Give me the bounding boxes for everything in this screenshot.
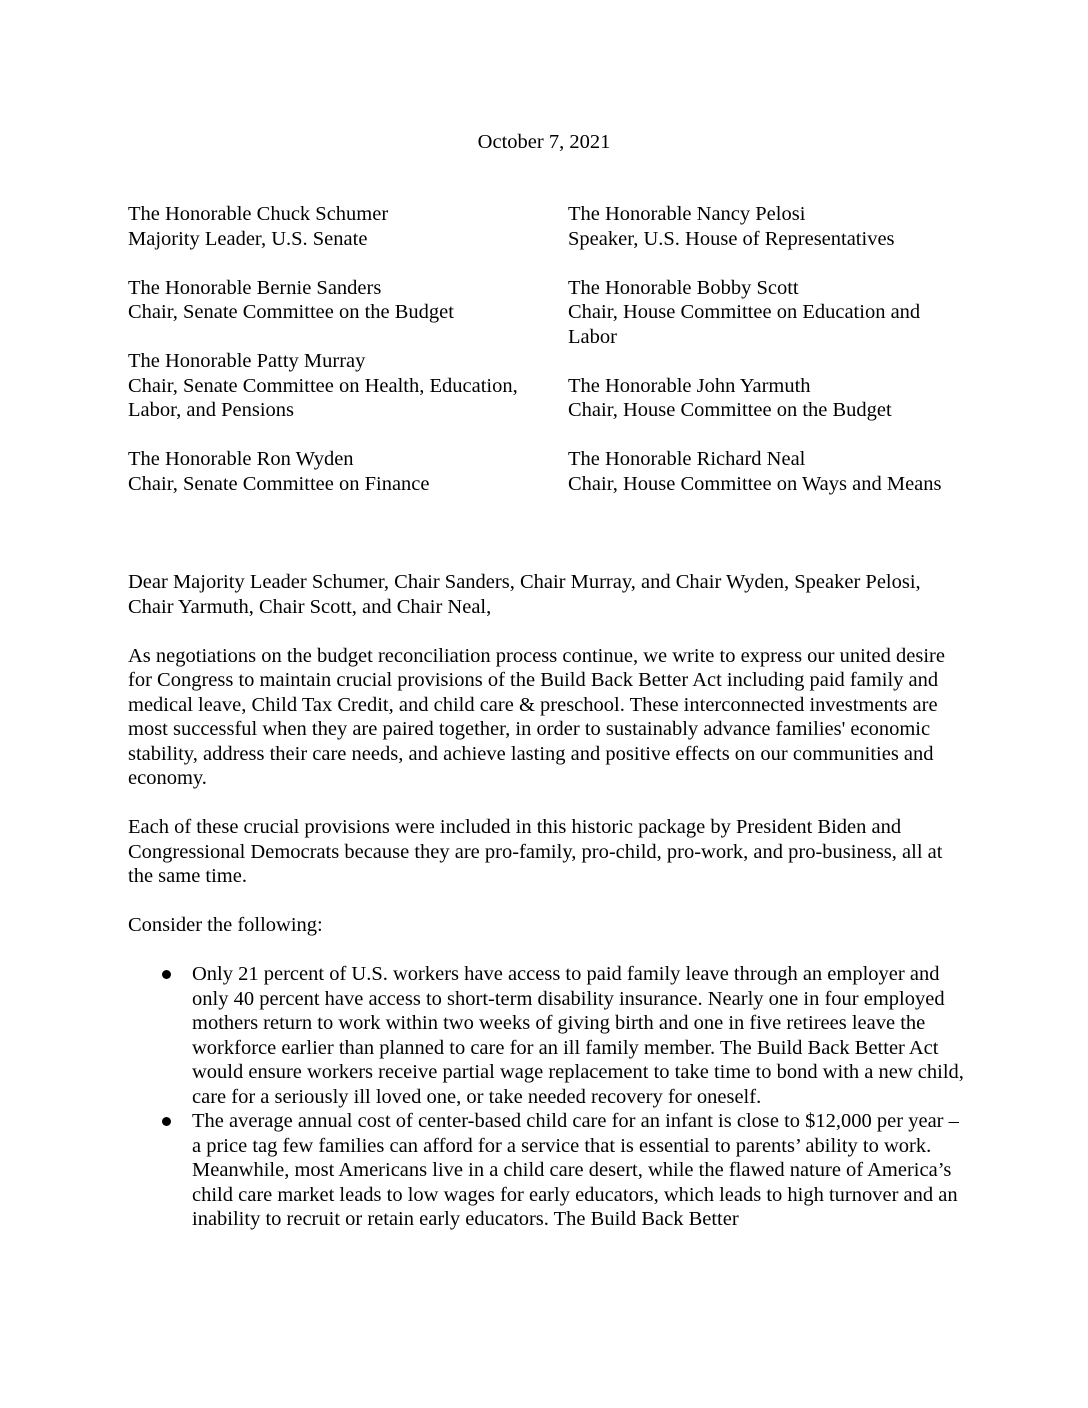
addressee-title: Majority Leader, U.S. Senate (128, 227, 368, 250)
bullet-list (128, 962, 968, 1232)
bullet-icon (162, 1117, 171, 1126)
addressee-name: The Honorable Richard Neal (568, 448, 806, 470)
addressee-neal (568, 447, 988, 496)
addressee-pelosi (568, 202, 988, 251)
addressee-scott (568, 276, 988, 350)
addressee-name: The Honorable Nancy Pelosi (568, 203, 806, 225)
salutation: Dear Majority Leader Schumer, Chair Sanders, Chair Murray, and Chair Wyden, Speaker Pelosi, Chair Yarmuth, Chair Scott, and Chair Neal, (128, 571, 921, 618)
addressee-name: The Honorable Bernie Sanders (128, 276, 382, 299)
addressees-left-column (128, 202, 548, 521)
consider-heading: Consider the following: (128, 914, 323, 936)
bullet-item (128, 962, 968, 1109)
addressee-wyden (128, 447, 548, 496)
addressee-murray (128, 349, 548, 423)
addressee-title: Chair, House Committee on Education and (568, 301, 921, 323)
bullet-item (128, 1109, 968, 1232)
addressee-title: Chair, Senate Committee on the Budget (128, 301, 454, 323)
addressee-sanders (128, 276, 548, 325)
addressee-name: The Honorable John Yarmuth (568, 374, 811, 397)
addressee-name: The Honorable Chuck Schumer (128, 203, 389, 225)
addressee-title: Chair, Senate Committee on Finance (128, 472, 430, 495)
paragraph-intro: As negotiations on the budget reconciliation process continue, we write to express our united desire for Congress to maintain crucial provisions of the Build Back Better Act including paid family and medical leave, Child Tax Credit, and child care & preschool. These interconnected investments are most successful when they are paired together, in order to sustainably advance families' economic stability, address their care needs, and achieve lasting and positive effects on our communities and economy. (128, 644, 945, 789)
addressee-schumer (128, 202, 548, 251)
bullet-icon (162, 970, 171, 979)
addressee-yarmuth (568, 374, 988, 423)
letter-body (128, 570, 968, 1232)
bullet-text: Only 21 percent of U.S. workers have access to paid family leave through an employer and only 40 percent have access to short-term disability insurance. Nearly one in four employed mothers return to work within two weeks of giving birth and one in five retirees leave the workforce earlier than planned to care for an ill family member. The Build Back Better Act would ensure workers receive partial wage replacement to take time to bond with a new child, care for a seriously ill loved one, or take needed recovery for oneself. (192, 963, 964, 1108)
addressee-title: Chair, House Committee on Ways and Means (568, 472, 942, 495)
letter-date: October 7, 2021 (477, 131, 611, 153)
addressees-right-column (568, 202, 988, 521)
addressee-title: Chair, Senate Committee on Health, Education, (128, 374, 518, 397)
addressee-title-cont: Labor, and Pensions (128, 399, 295, 421)
addressee-name: The Honorable Ron Wyden (128, 448, 354, 470)
addressee-name: The Honorable Bobby Scott (568, 276, 799, 299)
paragraph-provisions: Each of these crucial provisions were included in this historic package by President Biden and Congressional Democrats because they are pro-family, pro-child, pro-work, and pro-business, all at the same time. (128, 816, 943, 887)
addressee-title: Speaker, U.S. House of Representatives (568, 227, 895, 250)
addressee-name: The Honorable Patty Murray (128, 350, 366, 372)
addressee-title-cont: Labor (568, 325, 617, 348)
addressee-title: Chair, House Committee on the Budget (568, 399, 892, 421)
bullet-text: The average annual cost of center-based child care for an infant is close to $12,000 per year – a price tag few families can afford for a service that is essential to parents’ ability to work. Meanwhile, most Americans live in a child care desert, while the flawed nature of America’s child care market leads to low wages for early educators, which leads to high turnover and an inability to recruit or retain early educators. The Build Back Better (192, 1110, 959, 1230)
